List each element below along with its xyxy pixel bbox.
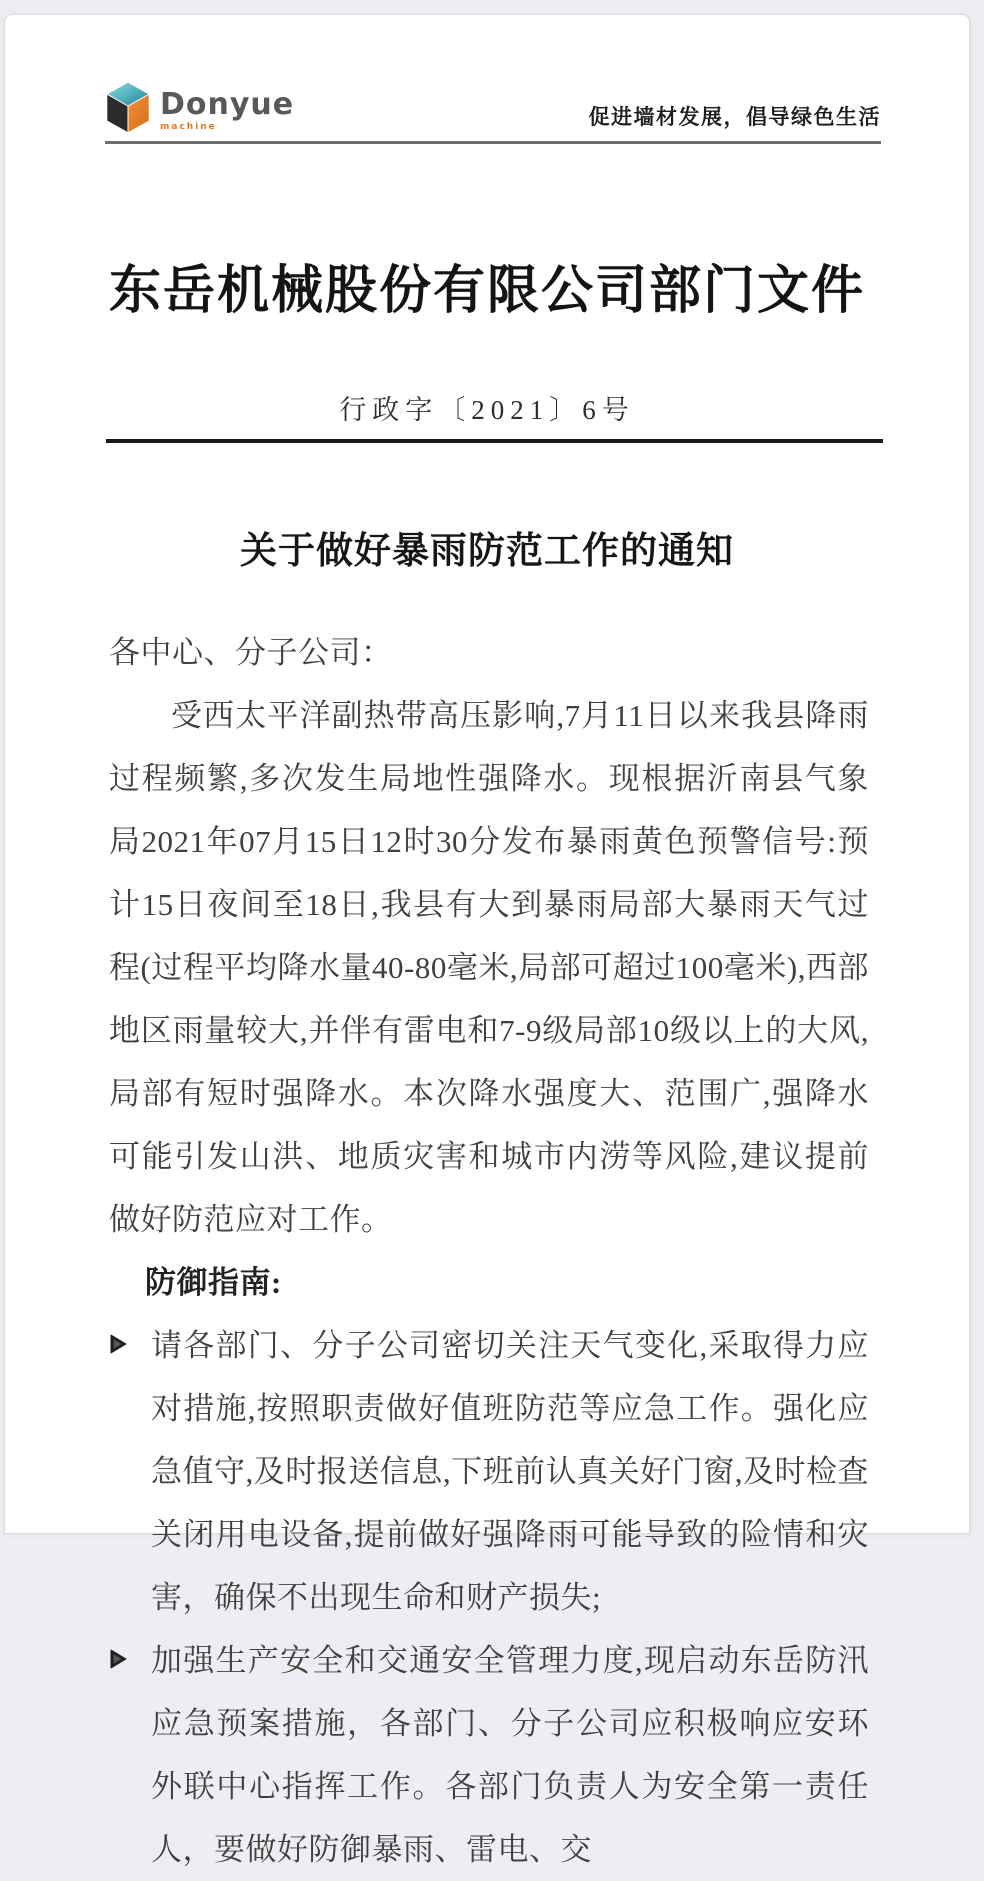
logo-text-block (160, 87, 295, 132)
document-page (4, 14, 970, 1867)
bullet-item (109, 1629, 869, 1881)
arrowhead-right-icon (109, 1629, 151, 1670)
notice-title: 关于做好暴雨防范工作的通知 (240, 531, 734, 572)
bullet-text: 请各部门、分子公司密切关注天气变化,采取得力应对措施,按照职责做好值班防范等应急工作。强化应急值守,及时报送信息,下班前认真关好门窗,及时检查关闭用电设备,提前做好强降雨可能导致的险情和灾害，确保不出现生命和财产损失; (151, 1328, 869, 1615)
salutation: 各中心、分子公司： (109, 635, 393, 670)
letterhead (105, 81, 881, 144)
logo-subtext: machine (160, 122, 217, 132)
document-title: 东岳机械股份有限公司部门文件 (108, 263, 865, 320)
document-body (109, 621, 869, 1881)
bullet-item (109, 1314, 869, 1629)
document-number: 行政字〔2021〕6号 (339, 395, 635, 425)
header-slogan: 促进墙材发展，倡导绿色生活 (588, 106, 881, 129)
company-logo (105, 81, 294, 134)
body-paragraph: 受西太平洋副热带高压影响,7月11日以来我县降雨过程频繁,多次发生局地性强降水。现根据沂南县气象局2021年07月15日12时30分发布暴雨黄色预警信号:预计15日夜间至18日,我县有大到暴雨局部大暴雨天气过程(过程平均降水量40-80毫米,局部可超过100毫米),西部地区雨量较大,并伴有雷电和7-9级局部10级以上的大风,局部有短时强降水。本次降水强度大、范围广,强降水可能引发山洪、地质灾害和城市内涝等风险,建议提前做好防范应对工作。 (109, 698, 869, 1237)
arrowhead-right-icon (109, 1314, 151, 1355)
bullet-text: 加强生产安全和交通安全管理力度,现启动东岳防汛应急预案措施，各部门、分子公司应积极响应安环外联中心指挥工作。各部门负责人为安全第一责任人，要做好防御暴雨、雷电、交 (151, 1643, 869, 1867)
title-divider-rule (106, 439, 883, 443)
logo-cube-icon (105, 81, 151, 134)
logo-wordmark: Donyue (160, 87, 295, 122)
guide-heading: 防御指南: (145, 1265, 282, 1300)
